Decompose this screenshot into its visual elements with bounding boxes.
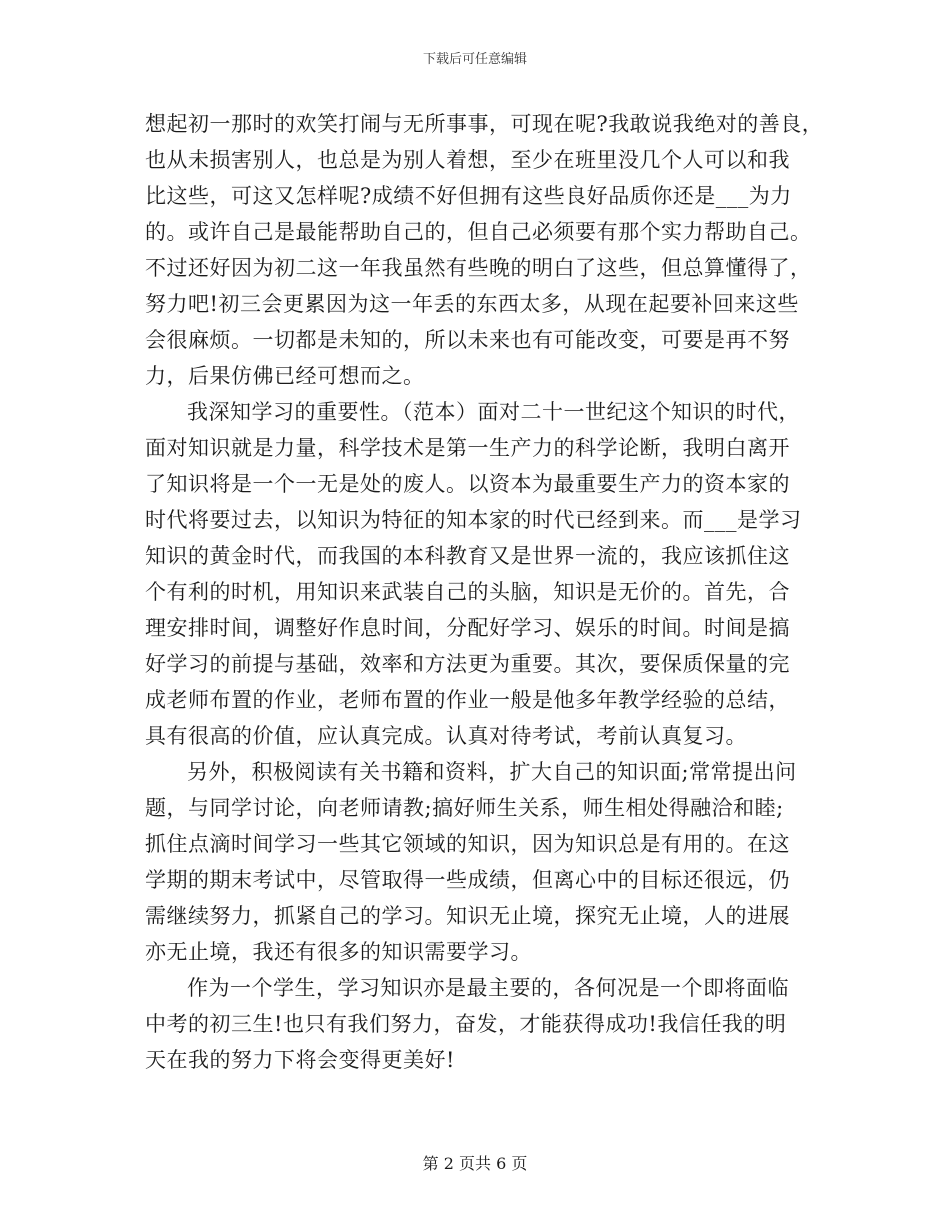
- text-line: 比这些，可这又怎样呢?成绩不好但拥有这些良好品质你还是___为力: [145, 184, 792, 208]
- text-line: 抓住点滴时间学习一些其它领域的知识，因为知识总是有用的。在这: [145, 832, 790, 856]
- text-line: 需继续努力，抓紧自己的学习。知识无止境，探究无止境，人的进展: [145, 904, 790, 928]
- text-line: 的。或许自己是最能帮助自己的，但自己必须要有那个实力帮助自己。: [145, 220, 812, 244]
- text-line: 学期的期末考试中，尽管取得一些成绩，但离心中的目标还很远，仍: [145, 868, 790, 892]
- text-line: 不过还好因为初二这一年我虽然有些晚的明白了这些，但总算懂得了，: [145, 256, 812, 280]
- text-line: 好学习的前提与基础，效率和方法更为重要。其次，要保质保量的完: [145, 652, 790, 676]
- text-line: 面对知识就是力量，科学技术是第一生产力的科学论断，我明白离开: [145, 436, 790, 460]
- text-line: 想起初一那时的欢笑打闹与无所事事，可现在呢?我敢说我绝对的善良，: [145, 112, 824, 136]
- paragraph-first-line: 我深知学习的重要性。（范本）面对二十一世纪这个知识的时代，: [187, 400, 800, 424]
- text-line: 具有很高的价值，应认真完成。认真对待考试，考前认真复习。: [145, 724, 747, 748]
- text-line: 个有利的时机，用知识来武装自己的头脑，知识是无价的。首先，合: [145, 580, 790, 604]
- text-line: 会很麻烦。一切都是未知的，所以未来也有可能改变，可要是再不努: [145, 328, 790, 352]
- text-line: 力，后果仿佛已经可想而之。: [145, 364, 425, 388]
- text-line: 也从未损害别人，也总是为别人着想，至少在班里没几个人可以和我: [145, 148, 790, 172]
- document-body: [145, 106, 824, 1078]
- text-line: 知识的黄金时代，而我国的本科教育又是世界一流的，我应该抓住这: [145, 544, 790, 568]
- paragraph-first-line: 另外，积极阅读有关书籍和资料，扩大自己的知识面;常常提出问: [187, 760, 797, 784]
- text-line: 理安排时间，调整好作息时间，分配好学习、娱乐的时间。时间是搞: [145, 616, 790, 640]
- text-line: 了知识将是一个一无是处的废人。以资本为最重要生产力的资本家的: [145, 472, 790, 496]
- text-line: 成老师布置的作业，老师布置的作业一般是他多年教学经验的总结，: [145, 688, 790, 712]
- text-line: 努力吧!初三会更累因为这一年丢的东西太多，从现在起要补回来这些: [145, 292, 799, 316]
- page-header: 下载后可任意编辑: [422, 52, 527, 67]
- text-line: 天在我的努力下将会变得更美好!: [145, 1048, 455, 1072]
- text-line: 时代将要过去，以知识为特征的知本家的时代已经到来。而___是学习: [145, 508, 802, 532]
- page-footer: 第 2 页共 6 页: [422, 1154, 528, 1173]
- text-line: 题，与同学讨论，向老师请教;搞好师生关系，师生相处得融洽和睦;: [145, 796, 784, 820]
- text-line: 亦无止境，我还有很多的知识需要学习。: [145, 940, 532, 964]
- paragraph-first-line: 作为一个学生，学习知识亦是最主要的，各何况是一个即将面临: [187, 976, 789, 1000]
- text-line: 中考的初三生!也只有我们努力，奋发，才能获得成功!我信任我的明: [145, 1012, 787, 1036]
